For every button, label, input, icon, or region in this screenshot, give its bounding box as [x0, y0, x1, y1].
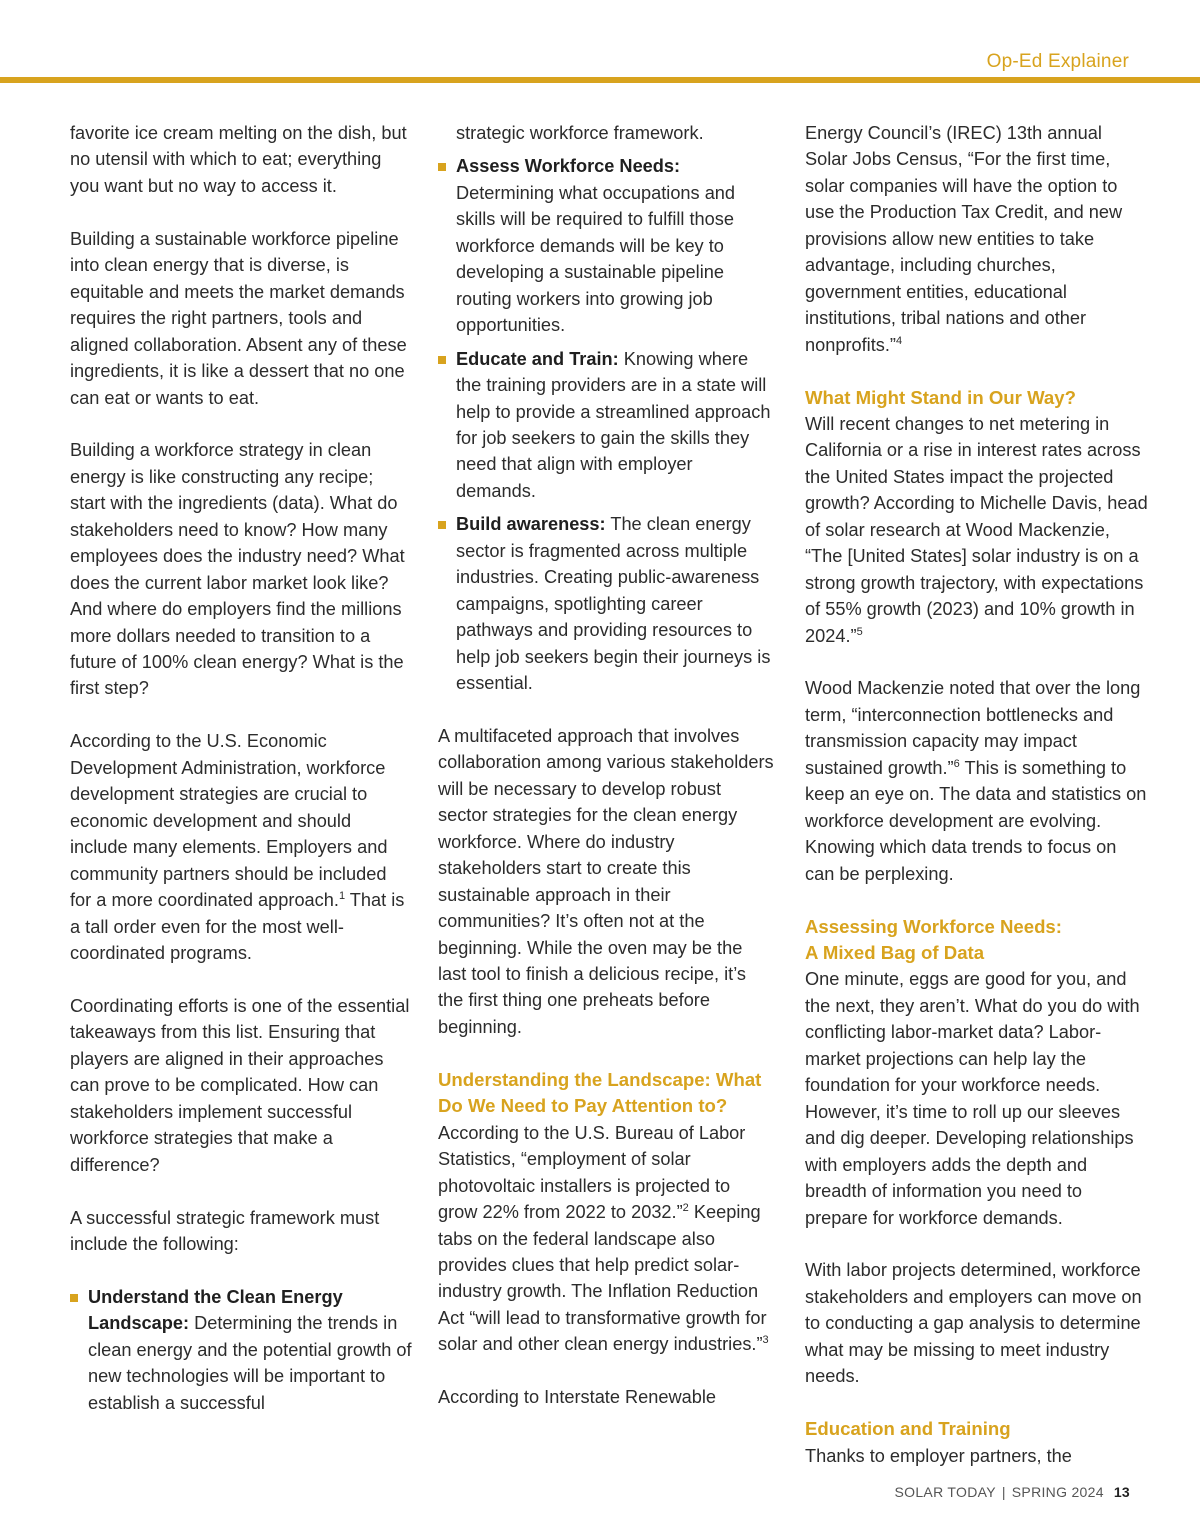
publication-name: SOLAR TODAY [894, 1484, 996, 1500]
paragraph: Building a workforce strategy in clean energy is like constructing any recipe; start with the ingredients (data). What do stakeholders need to know? How many employees does the industry need? What does the current labor market look like? And where do employers find the millions more dollars needed to transition to a future of 100% clean energy? What is the first step? [70, 440, 405, 699]
paragraph: According to the U.S. Bureau of Labor Statistics, “employment of solar photovoltaic installers is projected to grow 22% from 2022 to 2032.”$^2$ Keeping tabs on the federal landscape also provides clues that help predict solar-industry growth. The Inflation Reduction Act “will lead to transformative growth for solar and other clean energy industries.”$^3$ [438, 1122, 769, 1355]
footnote-ref[interactable]: 6 [953, 757, 960, 770]
footer-separator: | [1001, 1484, 1006, 1500]
paragraph: Wood Mackenzie noted that over the long term, “interconnection bottlenecks and transmission capacity may impact sustained growth.”$^6$ This is something to keep an eye on. The data and statistics on workforce development are evolving. Knowing which data trends to focus on can be perplexing. [805, 678, 1147, 884]
page-footer [895, 1484, 1130, 1500]
paragraph: favorite ice cream melting on the dish, but no utensil with which to eat; everything you want but no way to access it. [70, 123, 407, 196]
issue-label: SPRING 2024 [1011, 1484, 1104, 1500]
paragraph: According to the U.S. Economic Development Administration, workforce development strategies are crucial to economic development and should include many elements. Employers and community partners should be included for a more coordinated approach.$^1$ That is a tall order even for the most well-coordinated programs. [70, 731, 405, 963]
footnote-ref[interactable]: 3 [762, 1334, 769, 1347]
paragraph: Thanks to employer partners, the [805, 1445, 1072, 1466]
section-heading: What Might Stand in Our Way? [805, 386, 1076, 408]
section-heading: Understanding the Landscape: What Do We Need to Pay Attention to? [438, 1068, 762, 1117]
footnote-ref[interactable]: 4 [895, 334, 903, 347]
list-item: Assess Workforce Needs: Determining what occupations and skills will be required to fulfill those workforce demands will be key to developing a sustainable pipeline routing workers into growing job opportunities. [438, 153, 774, 338]
footnote-ref[interactable]: 5 [856, 625, 863, 638]
list-item-continuation: strategic workforce framework. [456, 123, 704, 143]
list-item: Build awareness: The clean energy sector is fragmented across multiple industries. Creating public-awareness campaigns, spotlighting career pathways and providing resources to help job seekers begin their journeys is essential. [438, 511, 774, 696]
footnote-ref[interactable]: 1 [338, 890, 346, 903]
section-heading: Education and Training [805, 1418, 1011, 1440]
paragraph: A multifaceted approach that involves collaboration among various stakeholders will be necessary to develop robust sector strategies for the clean energy workforce. Where do industry stakeholders start to create this sustainable approach in their communities? It’s often not at the beginning. While the oven may be the last tool to finish a delicious recipe, it’s the first thing one preheats before beginning. [438, 725, 774, 1037]
paragraph: One minute, eggs are good for you, and the next, they aren’t. What do you do with conflicting labor-market data? Labor-market projections can help lay the foundation for your workforce needs. However, it’s time to roll up our sleeves and dig deeper. Developing relationships with employers adds the depth and breadth of information you need to prepare for workforce demands. [805, 969, 1140, 1228]
paragraph: With labor projects determined, workforce stakeholders and employers can move on to conducting a gap analysis to determine what may be missing to meet industry needs. [805, 1260, 1142, 1387]
article-column-3 [805, 120, 1149, 1495]
article-column-1 [70, 120, 412, 1443]
page-number: 13 [1113, 1484, 1130, 1500]
header-rule [0, 77, 1200, 83]
paragraph: Coordinating efforts is one of the essential takeaways from this list. Ensuring that players are aligned in their approaches can prove to be complicated. How can stakeholders implement successful workforce strategies that make a difference? [70, 995, 410, 1175]
article-column-2 [438, 120, 774, 1437]
paragraph: Building a sustainable workforce pipeline into clean energy that is diverse, is equitable and meets the market demands requires the right partners, tools and aligned collaboration. Absent any of these ingredients, it is like a dessert that no one can eat or wants to eat. [70, 228, 407, 408]
section-heading: Assessing Workforce Needs: A Mixed Bag of Data [805, 915, 1062, 963]
bullet-lead: Understand the Clean Energy Landscape: [88, 1286, 343, 1334]
section-label: Op-Ed Explainer [986, 51, 1129, 72]
footnote-ref[interactable]: 2 [682, 1202, 689, 1215]
list-item: Educate and Train: Knowing where the training providers are in a state will help to provide a streamlined approach for job seekers to gain the skills they need that align with employer demands. [438, 346, 774, 505]
list-item: Understand the Clean Energy Landscape: Determining the trends in clean energy and the potential growth of new technologies will be important to establish a successful [70, 1284, 412, 1416]
paragraph: According to Interstate Renewable [438, 1387, 717, 1408]
paragraph: Energy Council’s (IREC) 13th annual Solar Jobs Census, “For the first time, solar companies will have the option to use the Production Tax Credit, and new provisions allow new entities to take advantage, including churches, government entities, educational institutions, tribal nations and other nonprofits.”$^4$ [805, 123, 1123, 355]
framework-list [70, 1284, 412, 1416]
framework-list [438, 153, 774, 696]
paragraph: A successful strategic framework must include the following: [70, 1207, 380, 1254]
bullet-lead: Build awareness: [456, 514, 606, 535]
paragraph: Will recent changes to net metering in California or a rise in interest rates across the United States impact the projected growth? According to Michelle Davis, head of solar research at Wood Mackenzie, “The [United States] solar industry is on a strong growth trajectory, with expectations of 55% growth (2023) and 10% growth in 2024.”$^5$ [805, 413, 1148, 646]
bullet-lead: Assess Workforce Needs: [456, 156, 681, 177]
bullet-lead: Educate and Train: [456, 348, 619, 369]
